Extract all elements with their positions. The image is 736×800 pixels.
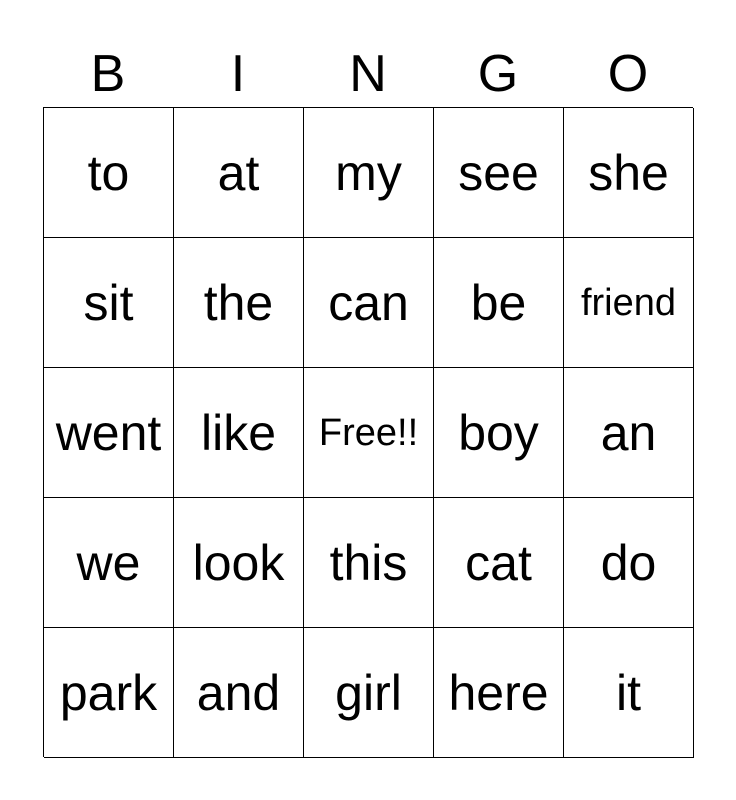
bingo-cell[interactable]: like [174,368,304,498]
header-letter-n: N [349,45,387,103]
bingo-cell[interactable]: see [434,108,564,238]
bingo-cell[interactable]: girl [304,628,434,758]
bingo-header [43,44,693,104]
header-letter-g: G [477,45,519,103]
header-letter-b: B [90,45,126,103]
bingo-cell[interactable]: look [174,498,304,628]
bingo-cell[interactable]: can [304,238,434,368]
bingo-cell[interactable]: went [44,368,174,498]
bingo-cell[interactable]: boy [434,368,564,498]
bingo-cell[interactable]: this [304,498,434,628]
bingo-cell[interactable]: sit [44,238,174,368]
header-letter-o: O [607,45,649,103]
bingo-cell[interactable]: the [174,238,304,368]
bingo-cell[interactable]: friend [564,238,694,368]
bingo-cell[interactable]: park [44,628,174,758]
bingo-board [43,107,693,757]
header-letter-i: I [230,45,246,103]
bingo-cell[interactable]: at [174,108,304,238]
bingo-cell[interactable]: and [174,628,304,758]
bingo-cell[interactable]: be [434,238,564,368]
bingo-cell[interactable]: cat [434,498,564,628]
bingo-cell[interactable]: we [44,498,174,628]
bingo-cell[interactable]: do [564,498,694,628]
bingo-cell[interactable]: my [304,108,434,238]
free-space-cell[interactable]: Free!! [304,368,434,498]
bingo-cell[interactable]: she [564,108,694,238]
bingo-cell[interactable]: it [564,628,694,758]
bingo-cell[interactable]: here [434,628,564,758]
bingo-cell[interactable]: an [564,368,694,498]
bingo-cell[interactable]: to [44,108,174,238]
